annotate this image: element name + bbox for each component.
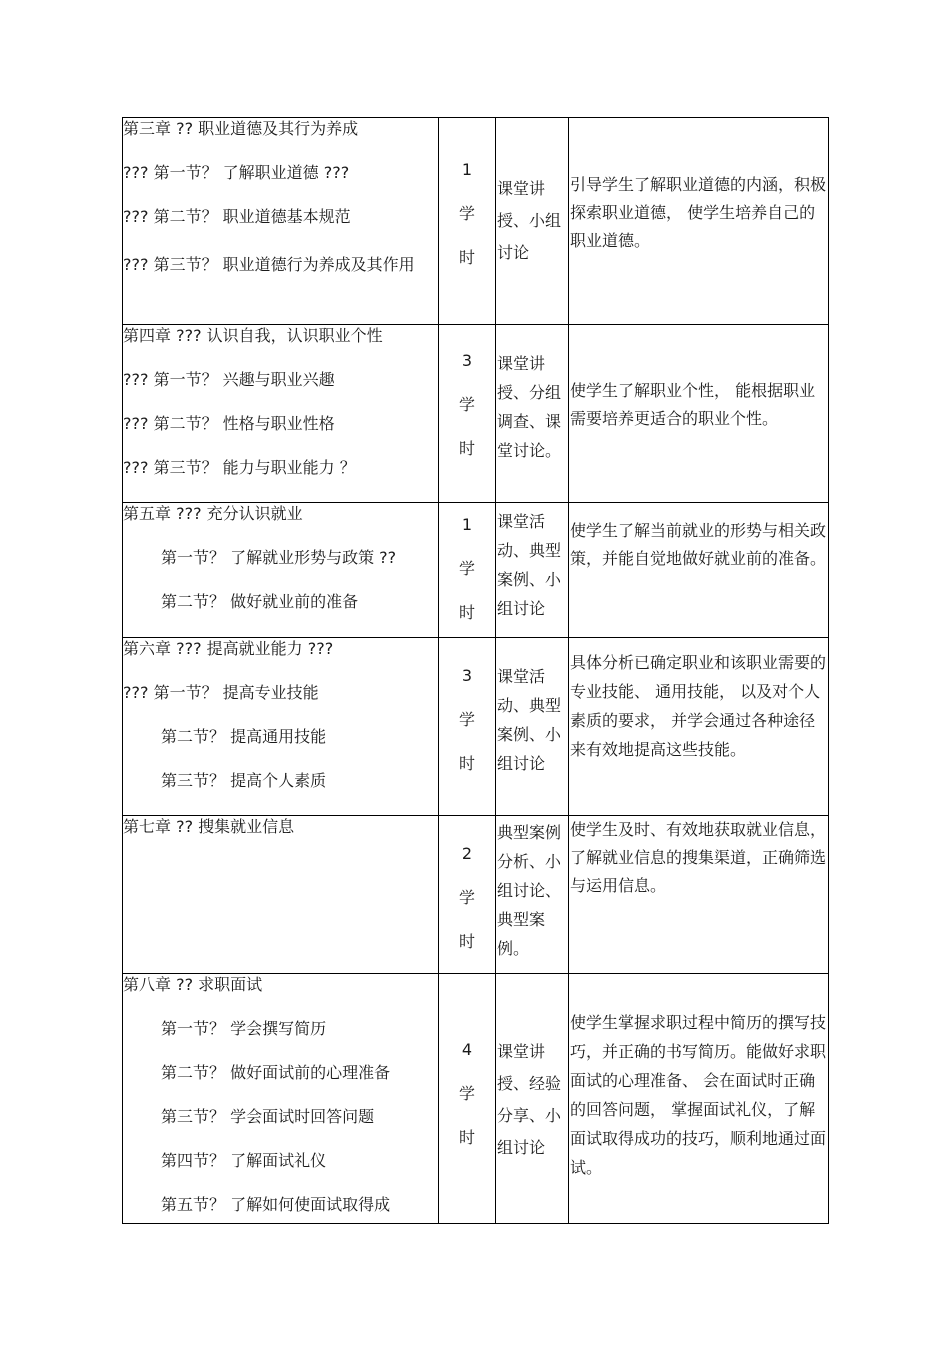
hours-number: 2	[461, 844, 473, 863]
hours-cell	[439, 503, 496, 638]
hours-unit: 时	[458, 439, 475, 458]
section-line: 第二节？ 做好就业前的准备	[161, 592, 359, 611]
chapter-title: 第七章 ?? 搜集就业信息	[123, 817, 295, 836]
hours-unit: 时	[458, 603, 475, 622]
chapter-title: 第五章 ??? 充分认识就业	[123, 504, 303, 523]
chapter-title: 第四章 ??? 认识自我，认识职业个性	[123, 326, 383, 345]
hours-number: 3	[461, 351, 473, 370]
hours-unit: 学	[458, 888, 475, 907]
chapter-title: 第三章 ?? 职业道德及其行为养成	[123, 119, 359, 138]
methods-text: 课堂讲授、小组讨论	[497, 179, 562, 262]
goals-text: 使学生掌握求职过程中简历的撰写技巧，并正确的书写简历。能做好求职面试的心理准备、 会在面试时正确的回答问题， 掌握面试礼仪，了解面试取得成功的技巧，顺利地通过面试。	[570, 1013, 827, 1177]
hours-cell	[439, 974, 496, 1224]
goals-text: 使学生了解职业个性， 能根据职业需要培养更适合的职业个性。	[570, 381, 816, 428]
section-line: ??? 第一节？ 了解职业道德 ???	[123, 163, 350, 182]
section-line: 第二节？ 做好面试前的心理准备	[161, 1063, 391, 1082]
section-line: 第二节？ 提高通用技能	[161, 727, 327, 746]
goals-cell	[569, 816, 829, 974]
section-line: ??? 第二节？ 性格与职业性格	[123, 414, 335, 433]
hours-number: 1	[461, 515, 473, 534]
methods-cell	[496, 974, 569, 1224]
chapter-cell	[123, 325, 439, 503]
goals-cell	[569, 974, 829, 1224]
section-line: 第三节？ 提高个人素质	[161, 771, 327, 790]
chapter-cell	[123, 118, 439, 325]
methods-text: 课堂讲授、经验分享、小组讨论	[497, 1042, 562, 1157]
methods-cell	[496, 638, 569, 816]
table-row	[123, 325, 829, 503]
section-line: 第五节？ 了解如何使面试取得成	[161, 1195, 391, 1214]
methods-text: 课堂活动、典型案例、小组讨论	[497, 512, 562, 618]
hours-cell	[439, 118, 496, 325]
chapter-cell	[123, 974, 439, 1224]
chapter-cell	[123, 638, 439, 816]
hours-unit: 学	[458, 395, 475, 414]
goals-text: 使学生了解当前就业的形势与相关政策，并能自觉地做好就业前的准备。	[570, 521, 827, 568]
hours-unit: 时	[458, 248, 475, 267]
chapter-title: 第八章 ?? 求职面试	[123, 975, 263, 994]
chapter-cell	[123, 503, 439, 638]
hours-cell	[439, 325, 496, 503]
hours-cell	[439, 638, 496, 816]
methods-cell	[496, 118, 569, 325]
methods-text: 课堂活动、典型案例、小组讨论	[497, 667, 562, 773]
methods-cell	[496, 325, 569, 503]
hours-number: 1	[461, 160, 473, 179]
section-line: ??? 第二节？ 职业道德基本规范	[123, 207, 351, 226]
methods-cell	[496, 816, 569, 974]
section-line: 第一节？ 了解就业形势与政策 ??	[161, 548, 397, 567]
goals-cell	[569, 638, 829, 816]
table-row	[123, 638, 829, 816]
hours-number: 3	[461, 666, 473, 685]
goals-text: 引导学生了解职业道德的内涵，积极探索职业道德， 使学生培养自己的职业道德。	[570, 175, 827, 250]
chapter-title: 第六章 ??? 提高就业能力 ???	[123, 639, 334, 658]
hours-unit: 学	[458, 710, 475, 729]
hours-number: 4	[461, 1040, 473, 1059]
section-line: ??? 第三节？ 职业道德行为养成及其作用	[123, 255, 415, 274]
section-line: ??? 第一节？ 提高专业技能	[123, 683, 319, 702]
hours-unit: 时	[458, 932, 475, 951]
table-row	[123, 118, 829, 325]
hours-unit: 时	[458, 754, 475, 773]
hours-unit: 学	[458, 1084, 475, 1103]
section-line: 第一节？ 学会撰写简历	[161, 1019, 327, 1038]
section-line: 第三节？ 学会面试时回答问题	[161, 1107, 375, 1126]
goals-text: 具体分析已确定职业和该职业需要的专业技能、 通用技能， 以及对个人素质的要求， 并学会通过各种途径来有效地提高这些技能。	[570, 653, 827, 759]
goals-cell	[569, 118, 829, 325]
hours-unit: 学	[458, 559, 475, 578]
table-row	[123, 503, 829, 638]
hours-unit: 时	[458, 1128, 475, 1147]
goals-cell	[569, 325, 829, 503]
methods-text: 课堂讲授、分组调查、课堂讨论。	[497, 354, 562, 460]
syllabus-table	[122, 117, 829, 1224]
goals-text: 使学生及时、有效地获取就业信息，了解就业信息的搜集渠道，正确筛选与运用信息。	[570, 820, 827, 895]
table-row	[123, 816, 829, 974]
section-line: ??? 第三节？ 能力与职业能力 ？	[123, 458, 356, 477]
methods-text: 典型案例分析、小组讨论、典型案例。	[497, 823, 562, 958]
section-line: 第四节？ 了解面试礼仪	[161, 1151, 327, 1170]
section-line: ??? 第一节？ 兴趣与职业兴趣	[123, 370, 335, 389]
chapter-cell	[123, 816, 439, 974]
table-row	[123, 974, 829, 1224]
hours-cell	[439, 816, 496, 974]
goals-cell	[569, 503, 829, 638]
methods-cell	[496, 503, 569, 638]
hours-unit: 学	[458, 204, 475, 223]
